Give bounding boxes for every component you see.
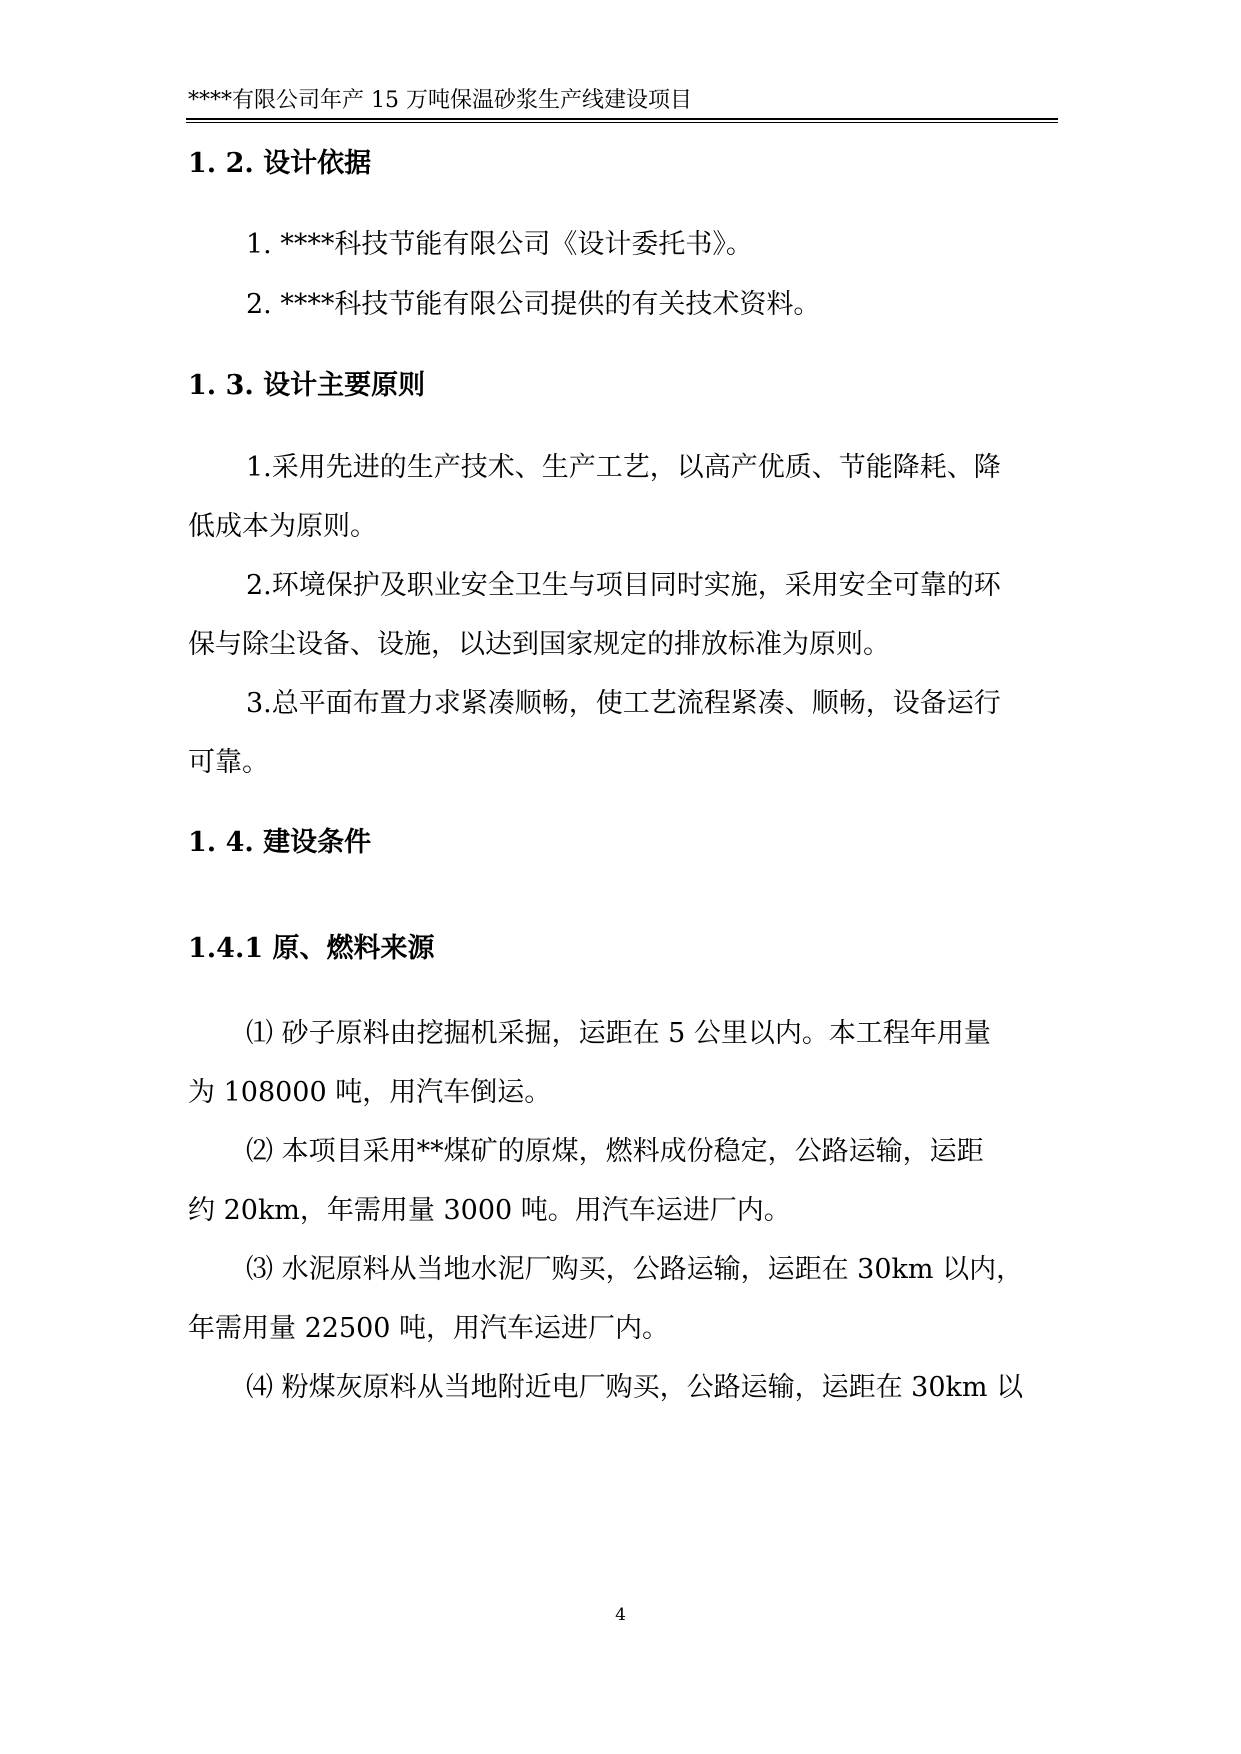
section-heading-1-4: 1. 4. 建设条件 [188, 827, 372, 858]
header-rule [186, 118, 1058, 120]
material-line: ⑵ 本项目采用**煤矿的原煤，燃料成份稳定，公路运输，运距 [246, 1136, 984, 1167]
material-line: 为 108000 吨，用汽车倒运。 [188, 1077, 552, 1108]
subsection-heading-1-4-1: 1.4.1 原、燃料来源 [188, 933, 435, 964]
principle-line: 保与除尘设备、设施，以达到国家规定的排放标准为原则。 [188, 629, 890, 660]
material-line: 年需用量 22500 吨，用汽车运进厂内。 [188, 1313, 670, 1344]
basis-item-1: 1. ****科技节能有限公司《设计委托书》。 [246, 229, 753, 260]
section-heading-1-3: 1. 3. 设计主要原则 [188, 370, 426, 401]
running-header: ****有限公司年产 15 万吨保温砂浆生产线建设项目 [188, 88, 692, 113]
principle-line: 可靠。 [188, 747, 269, 778]
principle-line: 2.环境保护及职业安全卫生与项目同时实施，采用安全可靠的环 [246, 570, 1001, 601]
page-number: 4 [615, 1605, 626, 1625]
section-heading-1-2: 1. 2. 设计依据 [188, 148, 372, 179]
basis-item-2: 2. ****科技节能有限公司提供的有关技术资料。 [246, 289, 821, 320]
principle-line: 低成本为原则。 [188, 511, 377, 542]
principle-line: 1.采用先进的生产技术、生产工艺，以高产优质、节能降耗、降 [246, 452, 1001, 483]
material-line: ⑷ 粉煤灰原料从当地附近电厂购买，公路运输，运距在 30km 以 [246, 1372, 1024, 1403]
material-line: 约 20km，年需用量 3000 吨。用汽车运进厂内。 [188, 1195, 791, 1226]
material-line: ⑴ 砂子原料由挖掘机采掘，运距在 5 公里以内。本工程年用量 [246, 1018, 991, 1049]
header-rule-thin [186, 122, 1058, 123]
principle-line: 3.总平面布置力求紧凑顺畅，使工艺流程紧凑、顺畅，设备运行 [246, 688, 1001, 719]
material-line: ⑶ 水泥原料从当地水泥厂购买，公路运输，运距在 30km 以内， [246, 1254, 1024, 1285]
